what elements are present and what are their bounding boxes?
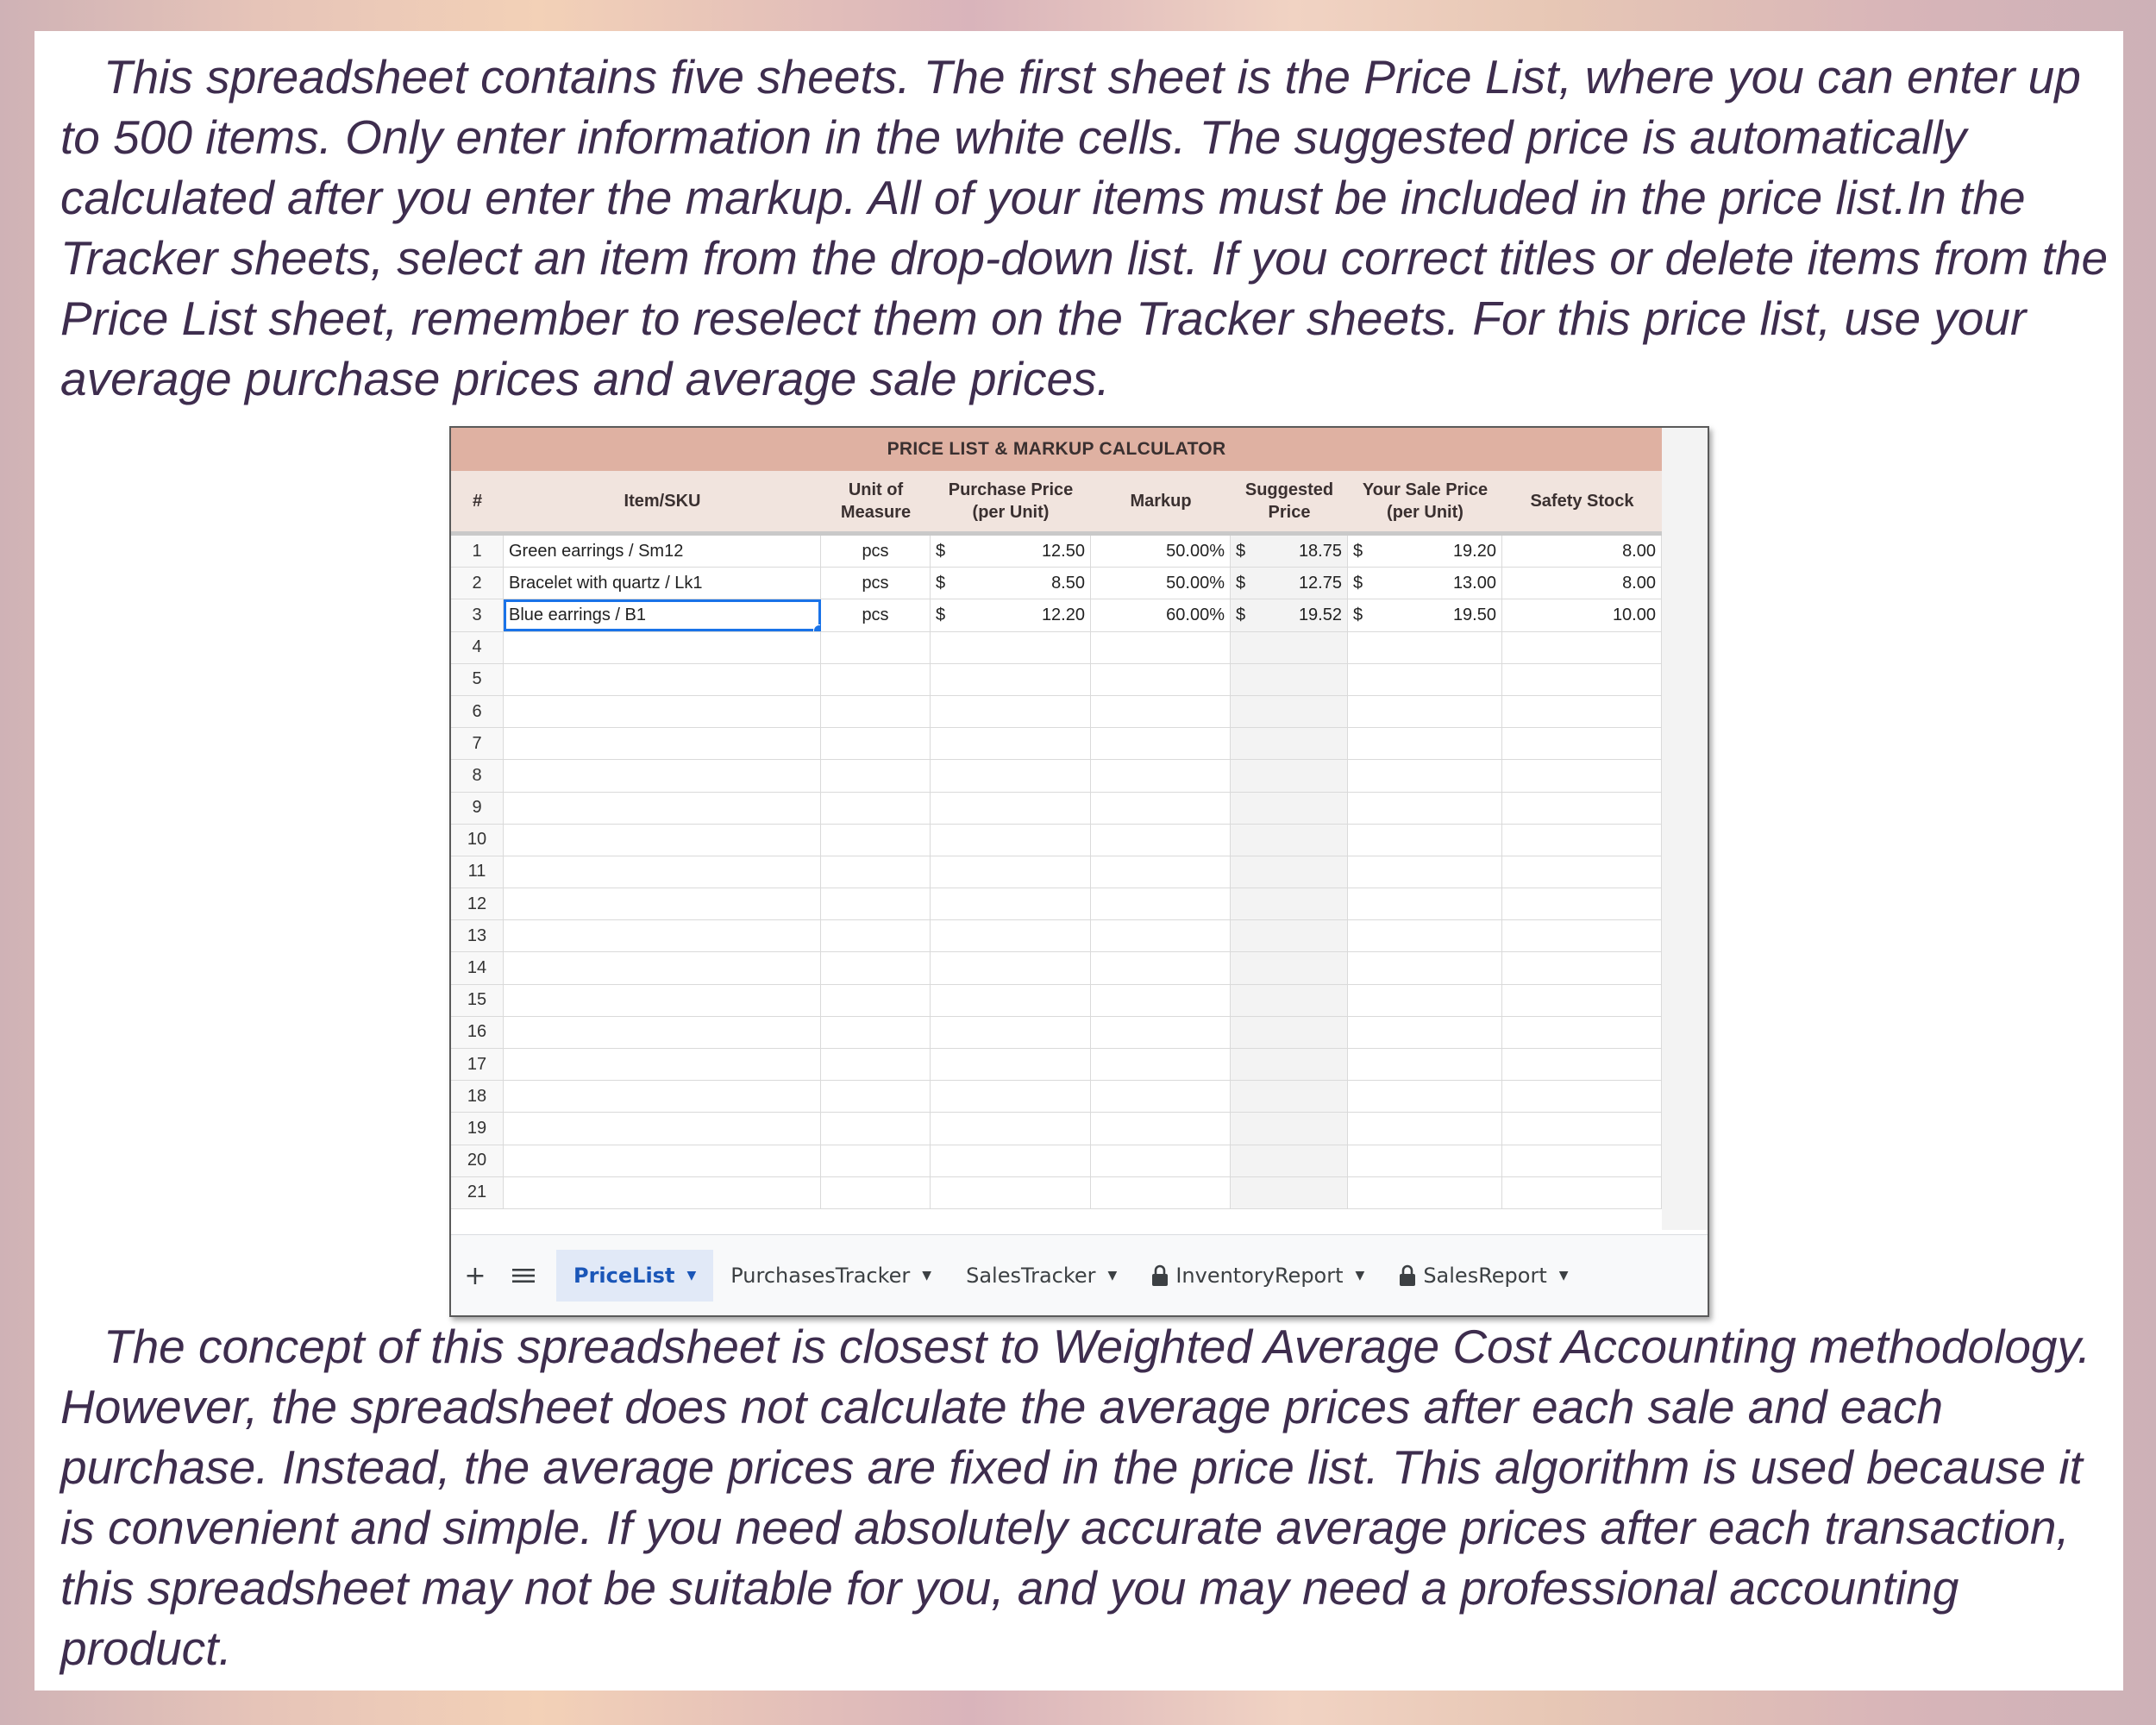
safety-stock-cell[interactable] (1502, 1145, 1662, 1176)
markup-cell[interactable] (1091, 1113, 1231, 1144)
header-sale-price: Your Sale Price (per Unit) (1362, 480, 1489, 522)
purchase-price-cell[interactable] (931, 952, 1091, 983)
table-row (451, 1017, 1662, 1049)
suggested-price-cell[interactable] (1231, 568, 1348, 599)
row-number: 4 (451, 632, 504, 663)
item-sku-cell[interactable] (504, 632, 821, 663)
markup-cell[interactable] (1091, 1145, 1231, 1176)
header-suggested-price: Suggested Price (1244, 480, 1334, 522)
table-row (451, 696, 1662, 728)
caret-down-icon[interactable]: ▼ (1107, 1269, 1118, 1283)
sale-price-cell[interactable] (1348, 1049, 1502, 1080)
header-item: Item/SKU (624, 492, 701, 511)
suggested-price-cell[interactable] (1231, 664, 1348, 695)
item-sku-cell[interactable] (504, 760, 821, 791)
sale-price-cell[interactable] (1348, 888, 1502, 919)
table-row (451, 568, 1662, 599)
item-sku-cell[interactable] (504, 1049, 821, 1080)
markup-cell[interactable] (1091, 985, 1231, 1016)
item-sku-cell[interactable] (504, 1081, 821, 1112)
safety-stock-cell[interactable] (1502, 920, 1662, 951)
tab-pricelist[interactable] (556, 1250, 713, 1302)
row-number: 15 (451, 985, 504, 1016)
safety-stock-cell[interactable] (1502, 952, 1662, 983)
purchase-price-cell[interactable] (931, 1145, 1091, 1176)
suggested-price-cell[interactable] (1231, 1113, 1348, 1144)
unit-cell[interactable] (821, 760, 931, 791)
sale-price-cell[interactable] (1348, 599, 1502, 630)
item-sku-cell[interactable] (504, 1017, 821, 1048)
sale-price-cell[interactable] (1348, 856, 1502, 888)
table-row (451, 825, 1662, 856)
table-row (451, 664, 1662, 696)
purchase-price-cell[interactable] (931, 888, 1091, 919)
suggested-price-cell[interactable] (1231, 1049, 1348, 1080)
purchase-price-cell-value: 8.50 (1051, 573, 1085, 593)
unit-cell[interactable] (821, 1177, 931, 1208)
spreadsheet-screenshot (449, 426, 1709, 1317)
row-number: 18 (451, 1081, 504, 1112)
suggested-price-cell-value: 18.75 (1298, 541, 1342, 561)
fill-handle[interactable] (813, 624, 821, 631)
sale-price-cell[interactable] (1348, 952, 1502, 983)
caret-down-icon[interactable]: ▼ (1355, 1269, 1365, 1283)
item-sku-cell[interactable] (504, 985, 821, 1016)
suggested-price-cell[interactable] (1231, 920, 1348, 951)
currency-symbol: $ (1353, 605, 1363, 624)
table-row (451, 952, 1662, 984)
suggested-price-cell[interactable] (1231, 1017, 1348, 1048)
row-number: 10 (451, 825, 504, 856)
menu-icon[interactable] (499, 1267, 548, 1284)
tab-purchasestracker[interactable] (713, 1250, 949, 1302)
purchase-price-cell[interactable] (931, 664, 1091, 695)
table-row (451, 888, 1662, 920)
header-row (451, 471, 1662, 536)
sale-price-cell[interactable] (1348, 1177, 1502, 1208)
header-num: # (472, 492, 483, 511)
purchase-price-cell-value: 12.20 (1041, 605, 1085, 624)
purchase-price-cell[interactable] (931, 985, 1091, 1016)
table-row (451, 1177, 1662, 1209)
lock-icon (1399, 1264, 1416, 1287)
item-sku-cell[interactable] (504, 856, 821, 888)
outro-paragraph: The concept of this spreadsheet is closest to Weighted Average Cost Accounting methodology. However, the spreadsheet does not calculate the average prices after each sale and each purchase. Instead, the average prices are fixed in the price list. This algorithm is used because it is convenient and simple. If you need absolutely accurate average prices after each transaction, this spreadsheet may not be suitable for you, and you may need a professional accounting product. (60, 1320, 2091, 1675)
suggested-price-cell[interactable] (1231, 760, 1348, 791)
unit-cell[interactable] (821, 985, 931, 1016)
item-sku-cell[interactable]: Green earrings / Sm12 (504, 536, 821, 567)
unit-cell[interactable]: pcs (821, 536, 931, 567)
purchase-price-cell[interactable] (931, 1049, 1091, 1080)
row-number: 9 (451, 793, 504, 824)
sale-price-cell[interactable] (1348, 1113, 1502, 1144)
currency-symbol: $ (1236, 541, 1246, 561)
sale-price-cell[interactable] (1348, 664, 1502, 695)
markup-cell[interactable] (1091, 664, 1231, 695)
markup-cell[interactable] (1091, 825, 1231, 856)
header-markup: Markup (1130, 492, 1192, 511)
sale-price-cell[interactable] (1348, 696, 1502, 727)
item-sku-cell[interactable]: Bracelet with quartz / Lk1 (504, 568, 821, 599)
sale-price-cell-value: 19.20 (1452, 541, 1496, 561)
plus-icon[interactable]: + (464, 1260, 486, 1291)
unit-cell[interactable] (821, 1145, 931, 1176)
currency-symbol: $ (936, 573, 946, 593)
purchase-price-cell[interactable] (931, 856, 1091, 888)
header-safety-stock: Safety Stock (1530, 492, 1634, 511)
sale-price-cell[interactable] (1348, 632, 1502, 663)
markup-cell[interactable] (1091, 1081, 1231, 1112)
safety-stock-cell[interactable]: 8.00 (1502, 568, 1662, 599)
sale-price-cell[interactable] (1348, 825, 1502, 856)
markup-cell[interactable] (1091, 1177, 1231, 1208)
tab-label: PurchasesTracker (730, 1264, 911, 1288)
purchase-price-cell[interactable] (931, 599, 1091, 630)
purchase-price-cell[interactable] (931, 1081, 1091, 1112)
purchase-price-cell[interactable] (931, 728, 1091, 759)
row-number: 14 (451, 952, 504, 983)
unit-cell[interactable] (821, 793, 931, 824)
item-sku-cell[interactable] (504, 1113, 821, 1144)
purchase-price-cell[interactable] (931, 760, 1091, 791)
content-panel (34, 31, 2123, 1690)
markup-cell[interactable] (1091, 920, 1231, 951)
markup-cell[interactable] (1091, 1049, 1231, 1080)
purchase-price-cell[interactable] (931, 696, 1091, 727)
item-sku-cell[interactable] (504, 952, 821, 983)
sheet-title: PRICE LIST & MARKUP CALCULATOR (451, 428, 1662, 471)
currency-symbol: $ (936, 541, 946, 561)
item-sku-cell[interactable] (504, 696, 821, 727)
tab-label: SalesReport (1423, 1264, 1547, 1288)
safety-stock-cell[interactable] (1502, 1113, 1662, 1144)
tab-label: InventoryReport (1175, 1264, 1344, 1288)
markup-cell[interactable]: 50.00% (1091, 536, 1231, 567)
safety-stock-cell[interactable] (1502, 1177, 1662, 1208)
table-row (451, 985, 1662, 1017)
suggested-price-cell[interactable] (1231, 856, 1348, 888)
caret-down-icon[interactable]: ▼ (1558, 1269, 1569, 1283)
safety-stock-cell[interactable] (1502, 856, 1662, 888)
suggested-price-cell[interactable] (1231, 1177, 1348, 1208)
table-row (451, 728, 1662, 760)
sale-price-cell-value: 19.50 (1452, 605, 1496, 624)
row-number: 20 (451, 1145, 504, 1176)
unit-cell[interactable] (821, 664, 931, 695)
markup-cell[interactable] (1091, 856, 1231, 888)
item-sku-cell[interactable] (504, 825, 821, 856)
table-row (451, 536, 1662, 568)
header-unit: Unit of Measure (840, 480, 912, 522)
sale-price-cell[interactable] (1348, 536, 1502, 567)
safety-stock-cell[interactable] (1502, 888, 1662, 919)
purchase-price-cell[interactable] (931, 1177, 1091, 1208)
row-number: 3 (451, 599, 504, 630)
markup-cell[interactable]: 60.00% (1091, 599, 1231, 630)
header-purchase-price: Purchase Price (per Unit) (948, 480, 1074, 522)
caret-down-icon[interactable]: ▼ (922, 1269, 932, 1283)
suggested-price-cell[interactable] (1231, 1081, 1348, 1112)
suggested-price-cell[interactable] (1231, 632, 1348, 663)
purchase-price-cell[interactable] (931, 568, 1091, 599)
item-sku-cell[interactable] (504, 1177, 821, 1208)
suggested-price-cell[interactable] (1231, 952, 1348, 983)
unit-cell[interactable] (821, 856, 931, 888)
intro-paragraph: This spreadsheet contains five sheets. The first sheet is the Price List, where you can enter up to 500 items. Only enter information in the white cells. The suggested price is automatically calculated after you enter the markup. All of your items must be included in the price list.In the Tracker sheets, select an item from the drop-down list. If you correct titles or delete items from the Price List sheet, remember to reselect them on the Tracker sheets. For this price list, use your average purchase prices and average sale prices. (60, 50, 2109, 405)
suggested-price-cell[interactable] (1231, 985, 1348, 1016)
safety-stock-cell[interactable] (1502, 696, 1662, 727)
suggested-price-cell[interactable] (1231, 696, 1348, 727)
sale-price-cell[interactable] (1348, 728, 1502, 759)
safety-stock-cell[interactable] (1502, 632, 1662, 663)
row-number: 2 (451, 568, 504, 599)
purchase-price-cell[interactable] (931, 1113, 1091, 1144)
safety-stock-cell[interactable] (1502, 1081, 1662, 1112)
currency-symbol: $ (936, 605, 946, 624)
suggested-price-cell[interactable] (1231, 793, 1348, 824)
markup-cell[interactable] (1091, 696, 1231, 727)
currency-symbol: $ (1236, 605, 1246, 624)
purchase-price-cell[interactable] (931, 920, 1091, 951)
markup-cell[interactable] (1091, 793, 1231, 824)
suggested-price-cell[interactable] (1231, 599, 1348, 630)
safety-stock-cell[interactable] (1502, 825, 1662, 856)
suggested-price-cell-value: 12.75 (1298, 573, 1342, 593)
suggested-price-cell[interactable] (1231, 825, 1348, 856)
purchase-price-cell[interactable] (931, 793, 1091, 824)
suggested-price-cell[interactable] (1231, 728, 1348, 759)
item-sku-cell[interactable] (504, 728, 821, 759)
row-number: 21 (451, 1177, 504, 1208)
table-row (451, 1081, 1662, 1113)
table-row (451, 632, 1662, 664)
sale-price-cell-value: 13.00 (1452, 573, 1496, 593)
unit-cell[interactable] (821, 632, 931, 663)
unit-cell[interactable] (821, 1113, 931, 1144)
tab-salestracker[interactable] (949, 1250, 1134, 1302)
safety-stock-cell[interactable] (1502, 1017, 1662, 1048)
sale-price-cell[interactable] (1348, 1081, 1502, 1112)
table-row (451, 1113, 1662, 1145)
markup-cell[interactable] (1091, 952, 1231, 983)
safety-stock-cell[interactable] (1502, 793, 1662, 824)
sale-price-cell[interactable] (1348, 1145, 1502, 1176)
currency-symbol: $ (1353, 573, 1363, 593)
safety-stock-cell[interactable]: 10.00 (1502, 599, 1662, 630)
row-number: 13 (451, 920, 504, 951)
row-number: 11 (451, 856, 504, 888)
unit-cell[interactable] (821, 952, 931, 983)
row-number: 12 (451, 888, 504, 919)
row-number: 5 (451, 664, 504, 695)
table-row (451, 793, 1662, 825)
currency-symbol: $ (1353, 541, 1363, 561)
safety-stock-cell[interactable] (1502, 664, 1662, 695)
sheet-tab-bar (451, 1234, 1708, 1316)
row-number: 1 (451, 536, 504, 567)
markup-cell[interactable] (1091, 888, 1231, 919)
purchase-price-cell[interactable] (931, 825, 1091, 856)
table-row (451, 599, 1662, 631)
sale-price-cell[interactable] (1348, 793, 1502, 824)
row-number: 7 (451, 728, 504, 759)
table-row (451, 856, 1662, 888)
safety-stock-cell[interactable] (1502, 728, 1662, 759)
markup-cell[interactable] (1091, 632, 1231, 663)
table-row (451, 1145, 1662, 1177)
unit-cell[interactable] (821, 888, 931, 919)
tab-label: SalesTracker (966, 1264, 1096, 1288)
row-number: 8 (451, 760, 504, 791)
row-number: 6 (451, 696, 504, 727)
item-sku-cell[interactable]: Blue earrings / B1 (504, 599, 821, 630)
row-number: 17 (451, 1049, 504, 1080)
caret-down-icon[interactable]: ▼ (686, 1269, 697, 1283)
markup-cell[interactable] (1091, 728, 1231, 759)
item-sku-cell[interactable] (504, 664, 821, 695)
unit-cell[interactable]: pcs (821, 568, 931, 599)
purchase-price-cell[interactable] (931, 632, 1091, 663)
sale-price-cell[interactable] (1348, 920, 1502, 951)
safety-stock-cell[interactable] (1502, 1049, 1662, 1080)
suggested-price-cell-value: 19.52 (1298, 605, 1342, 624)
unit-cell[interactable] (821, 696, 931, 727)
unit-cell[interactable] (821, 1049, 931, 1080)
unit-cell[interactable] (821, 728, 931, 759)
row-number: 19 (451, 1113, 504, 1144)
sale-price-cell[interactable] (1348, 985, 1502, 1016)
suggested-price-cell[interactable] (1231, 1145, 1348, 1176)
item-sku-cell[interactable] (504, 888, 821, 919)
sale-price-cell[interactable] (1348, 760, 1502, 791)
unit-cell[interactable] (821, 1081, 931, 1112)
item-sku-cell[interactable] (504, 1145, 821, 1176)
unit-cell[interactable]: pcs (821, 599, 931, 630)
suggested-price-cell[interactable] (1231, 888, 1348, 919)
purchase-price-cell[interactable] (931, 1017, 1091, 1048)
markup-cell[interactable] (1091, 760, 1231, 791)
markup-cell[interactable]: 50.00% (1091, 568, 1231, 599)
item-sku-cell[interactable] (504, 920, 821, 951)
table-row (451, 760, 1662, 792)
sheet-gutter (1662, 428, 1708, 1230)
safety-stock-cell[interactable] (1502, 760, 1662, 791)
safety-stock-cell[interactable]: 8.00 (1502, 536, 1662, 567)
unit-cell[interactable] (821, 920, 931, 951)
table-row (451, 920, 1662, 952)
safety-stock-cell[interactable] (1502, 985, 1662, 1016)
sheet-tabs (556, 1235, 1586, 1316)
tab-salesreport[interactable] (1382, 1250, 1585, 1302)
item-sku-cell[interactable] (504, 793, 821, 824)
row-number: 16 (451, 1017, 504, 1048)
tab-label: PriceList (573, 1264, 675, 1288)
unit-cell[interactable] (821, 1017, 931, 1048)
markup-cell[interactable] (1091, 1017, 1231, 1048)
lock-icon (1151, 1264, 1169, 1287)
tab-inventoryreport[interactable] (1134, 1250, 1382, 1302)
sale-price-cell[interactable] (1348, 568, 1502, 599)
unit-cell[interactable] (821, 825, 931, 856)
purchase-price-cell-value: 12.50 (1041, 541, 1085, 561)
sale-price-cell[interactable] (1348, 1017, 1502, 1048)
suggested-price-cell[interactable] (1231, 536, 1348, 567)
currency-symbol: $ (1236, 573, 1246, 593)
purchase-price-cell[interactable] (931, 536, 1091, 567)
table-row (451, 1049, 1662, 1081)
data-grid (451, 536, 1662, 1209)
